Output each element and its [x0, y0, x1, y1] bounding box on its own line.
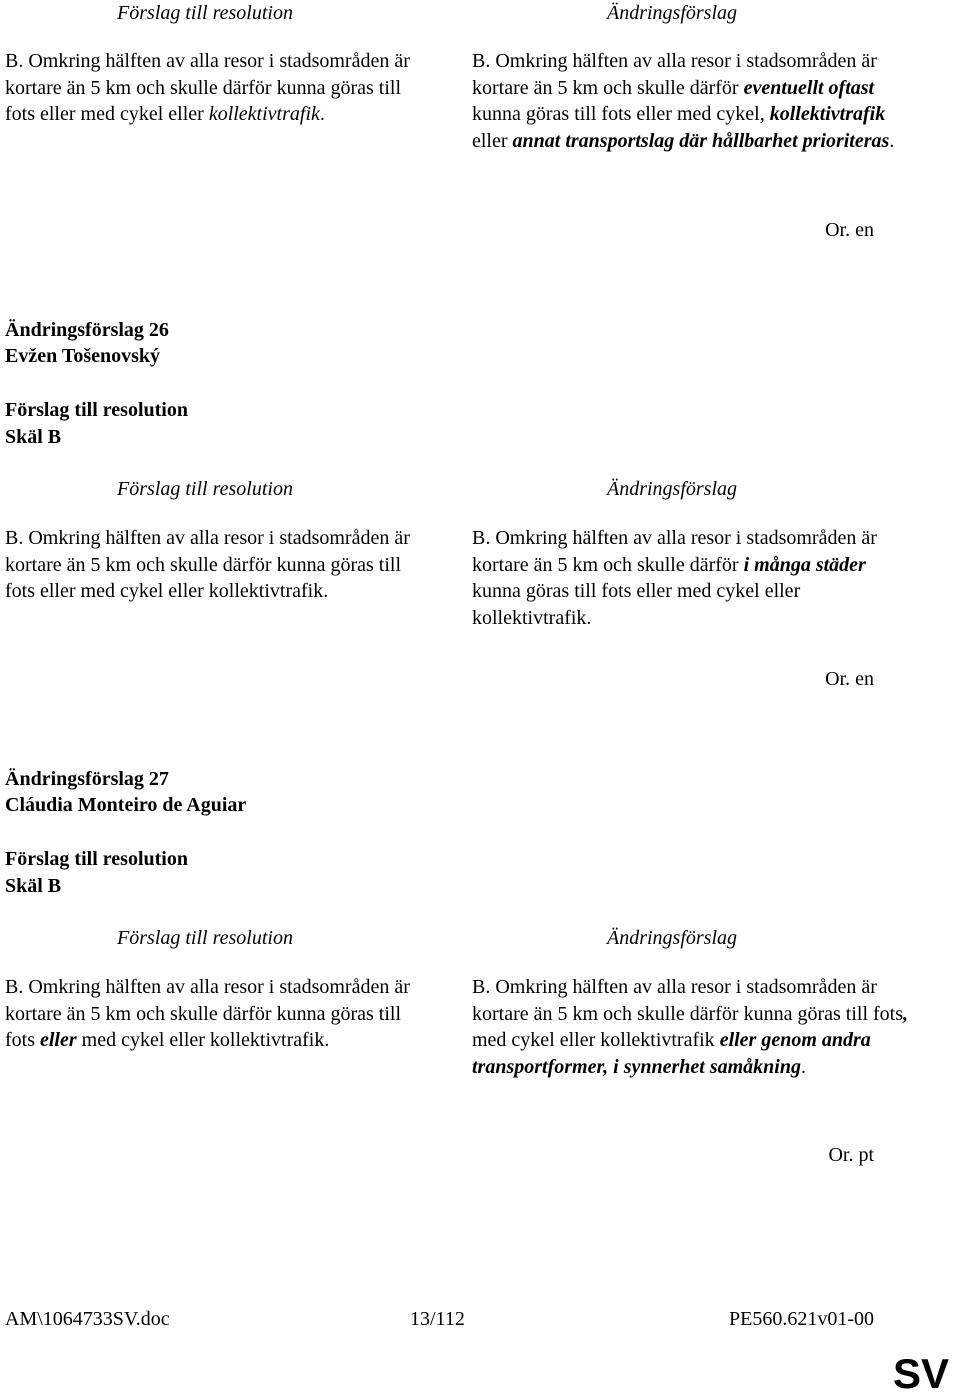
section-reference: Skäl B — [5, 426, 62, 448]
text-run: B. Omkring hälften av alla resor i stadsområden är kortare än 5 km och skulle därför kunna göras till fots eller med cykel eller — [5, 50, 415, 125]
column-heading-amendment: Ändringsförslag — [606, 927, 738, 949]
original-language: Or. en — [825, 668, 874, 690]
resolution-text — [5, 48, 425, 128]
text-run: B. Omkring hälften av alla resor i stadsområden är kortare än 5 km och skulle därför kunna göras till fots eller med cykel eller kollektivtrafik. — [5, 527, 415, 602]
amendment-text — [472, 48, 912, 154]
language-code: SV — [893, 1350, 950, 1397]
text-run: B. Omkring hälften av alla resor i stadsområden är kortare än 5 km och skulle därför — [472, 527, 882, 576]
amendment-author: Cláudia Monteiro de Aguiar — [5, 794, 247, 816]
text-run: . — [319, 103, 325, 125]
text-run: B. Omkring hälften av alla resor i stadsområden är kortare än 5 km och skulle därför kunna göras till fots — [472, 976, 903, 1025]
amendment-title: Ändringsförslag 27 — [5, 768, 169, 790]
text-run: med cykel eller kollektivtrafik. — [76, 1029, 330, 1051]
original-language: Or. en — [825, 219, 874, 241]
emphasized-text: eller — [40, 1029, 77, 1051]
text-run: B. Omkring hälften av alla resor i stadsområden är kortare än 5 km och skulle därför kunna göras till fots — [5, 976, 415, 1051]
amendment-author: Evžen Tošenovský — [5, 345, 161, 367]
column-heading-amendment: Ändringsförslag — [606, 478, 738, 500]
emphasized-text: eller genom andra transportformer, i synnerhet samåkning — [472, 1029, 876, 1078]
document-reference: Förslag till resolution — [5, 848, 188, 870]
text-run: med cykel eller kollektivtrafik — [472, 1002, 913, 1051]
emphasized-text: annat transportslag där hållbarhet prioriteras — [512, 129, 890, 152]
text-run: eller — [472, 103, 891, 152]
document-reference: Förslag till resolution — [5, 399, 188, 421]
amendment-text — [472, 525, 912, 631]
text-run: . — [889, 129, 895, 152]
footer-page-number: 13/112 — [410, 1308, 465, 1330]
text-run: . — [800, 1055, 806, 1078]
emphasized-text: eventuellt oftast — [743, 76, 875, 99]
original-language: Or. pt — [828, 1144, 874, 1166]
emphasized-text: , — [903, 1002, 908, 1025]
text-run: kunna göras till fots eller med cykel eller kollektivtrafik. — [472, 553, 871, 629]
footer-pe-ref: PE560.621v01-00 — [729, 1308, 874, 1330]
emphasized-text: kollektivtrafik — [208, 103, 320, 125]
footer-doc-ref: AM\1064733SV.doc — [5, 1308, 170, 1330]
column-heading-resolution: Förslag till resolution — [117, 478, 293, 500]
column-heading-resolution: Förslag till resolution — [117, 927, 293, 949]
emphasized-text: kollektivtrafik — [769, 103, 886, 125]
amendment-title: Ändringsförslag 26 — [5, 319, 169, 341]
amendment-text — [472, 974, 912, 1080]
column-heading-amendment: Ändringsförslag — [606, 2, 738, 24]
text-run: B. Omkring hälften av alla resor i stadsområden är kortare än 5 km och skulle därför — [472, 50, 882, 99]
resolution-text — [5, 974, 425, 1054]
column-heading-resolution: Förslag till resolution — [117, 2, 293, 24]
section-reference: Skäl B — [5, 875, 62, 897]
emphasized-text: i många städer — [743, 553, 866, 576]
resolution-text — [5, 525, 425, 605]
text-run: kunna göras till fots eller med cykel, — [472, 76, 880, 125]
